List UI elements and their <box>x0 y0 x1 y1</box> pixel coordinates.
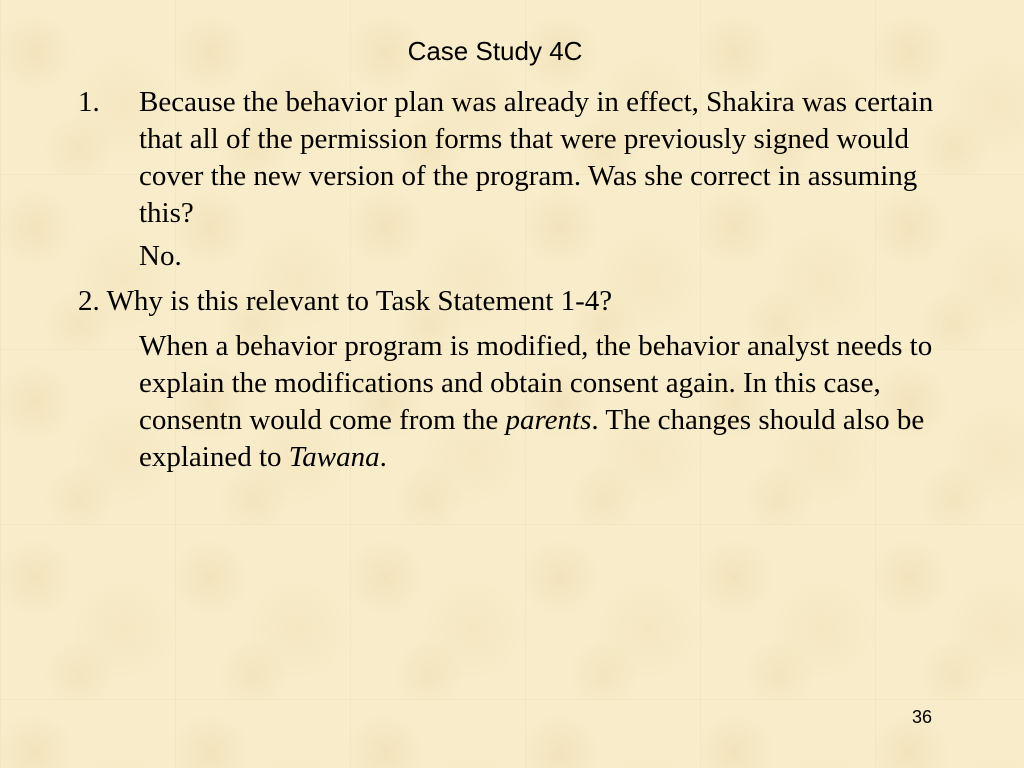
question-1 <box>78 84 978 232</box>
question-1-number: 1. <box>78 86 100 118</box>
answer-2-text-part-2: . The changes should also be explained to <box>139 404 925 473</box>
slide-content <box>78 84 978 476</box>
answer-2-text-part-3: . <box>379 441 387 473</box>
answer-2-emphasis-tawana: Tawana <box>288 441 380 473</box>
answer-2-text-part-1: When a behavior program is modified, the behavior analyst needs to explain the modifications and obtain consent again. In this case, consentn would come from the <box>139 330 933 436</box>
answer-2-emphasis-parents: parents <box>505 404 592 436</box>
slide-number: 36 <box>912 707 933 727</box>
answer-2 <box>139 328 978 476</box>
question-1-text: Because the behavior plan was already in effect, Shakira was certain that all of the permission forms that were previously signed would cover the new version of the program. Was she correct in assuming this? <box>139 86 934 229</box>
answer-1: No. <box>139 240 182 272</box>
question-2: 2. Why is this relevant to Task Statement 1-4? <box>78 285 613 317</box>
slide-title: Case Study 4C <box>407 36 583 66</box>
